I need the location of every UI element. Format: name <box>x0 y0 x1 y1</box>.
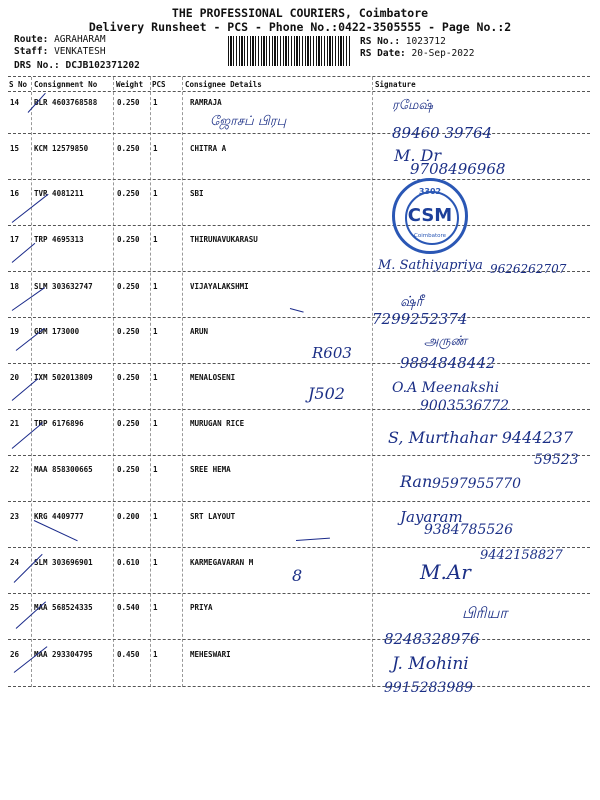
table-row <box>0 327 600 367</box>
route-value: AGRAHARAM <box>54 34 106 45</box>
row-sno: 14 <box>10 98 20 107</box>
row-pcs: 1 <box>153 189 158 198</box>
route-label: Route: <box>14 34 49 45</box>
row-consignee: THIRUNAVUKARASU <box>190 235 258 244</box>
row-consignee: MEHESWARI <box>190 650 231 659</box>
row-weight: 0.250 <box>117 373 140 382</box>
rs-date-value: 20-Sep-2022 <box>411 48 475 59</box>
row-pcs: 1 <box>153 282 158 291</box>
row-sno: 26 <box>10 650 20 659</box>
handwritten-note: R603 <box>312 344 352 362</box>
row-sno: 24 <box>10 558 20 567</box>
row-pcs: 1 <box>153 419 158 428</box>
staff-line <box>14 46 106 58</box>
row-consignee: CHITRA A <box>190 144 227 153</box>
row-pcs: 1 <box>153 327 158 336</box>
col-header-sno: S No <box>9 80 28 89</box>
row-weight: 0.250 <box>117 327 140 336</box>
row-separator <box>8 225 590 226</box>
row-separator <box>8 593 590 594</box>
table-row <box>0 282 600 322</box>
table-row <box>0 373 600 413</box>
handwritten-phone: 9597955770 <box>432 476 522 492</box>
col-header-consignment: Consignment No <box>34 80 98 89</box>
handwritten-name: ஜோசப் பிரபு <box>210 114 287 129</box>
row-weight: 0.250 <box>117 282 140 291</box>
row-sno: 18 <box>10 282 20 291</box>
header-bottom-border <box>8 91 590 92</box>
pen-mark: 8 <box>292 566 303 585</box>
row-weight: 0.610 <box>117 558 140 567</box>
handwritten-phone: 9626262707 <box>490 262 567 276</box>
row-sno: 16 <box>10 189 20 198</box>
row-weight: 0.450 <box>117 650 140 659</box>
handwritten-signature: பிரியா <box>462 604 508 622</box>
row-consignee: PRIYA <box>190 603 213 612</box>
row-consignee: MENALOSENI <box>190 373 236 382</box>
handwritten-phone: 7299252374 <box>372 310 468 328</box>
row-pcs: 1 <box>153 558 158 567</box>
row-weight: 0.250 <box>117 235 140 244</box>
row-pcs: 1 <box>153 512 158 521</box>
row-consignee: SRT LAYOUT <box>190 512 236 521</box>
row-pcs: 1 <box>153 235 158 244</box>
rs-date-line <box>360 48 474 60</box>
row-pcs: 1 <box>153 603 158 612</box>
col-header-pcs: PCS <box>152 80 166 89</box>
row-consignee: SBI <box>190 189 204 198</box>
handwritten-signature: J. Mohini <box>392 654 469 674</box>
row-sno: 15 <box>10 144 20 153</box>
row-consignment: TRP 4695313 <box>34 235 84 244</box>
handwritten-signature: Ran <box>400 472 433 491</box>
row-consignment: SLM 303696901 <box>34 558 93 567</box>
staff-label: Staff: <box>14 46 49 57</box>
row-consignment: MAA 858300665 <box>34 465 93 474</box>
row-weight: 0.250 <box>117 144 140 153</box>
row-consignee: MURUGAN RICE <box>190 419 245 428</box>
table-header <box>0 77 600 91</box>
handwritten-signature: ரமேஷ் <box>392 98 433 113</box>
handwritten-signature: அருண் <box>424 334 468 349</box>
handwritten-signature: M.Ar <box>420 560 471 584</box>
row-pcs: 1 <box>153 373 158 382</box>
handwritten-signature: M. Sathiyapriya <box>378 258 483 273</box>
row-weight: 0.250 <box>117 98 140 107</box>
table-row <box>0 603 600 643</box>
row-weight: 0.540 <box>117 603 140 612</box>
row-consignment: TVR 4081211 <box>34 189 84 198</box>
row-separator <box>8 639 590 640</box>
handwritten-signature: ஷ்ரீ <box>400 294 423 310</box>
rs-no-line <box>360 36 446 48</box>
handwritten-phone: 9003536772 <box>420 398 510 414</box>
handwritten-phone: 9708496968 <box>410 160 506 178</box>
row-sno: 20 <box>10 373 20 382</box>
drs-label: DRS No.: <box>14 60 60 71</box>
col-header-consignee: Consignee Details <box>185 80 262 89</box>
row-separator <box>8 501 590 502</box>
col-header-signature: Signature <box>375 80 416 89</box>
row-consignment: KRG 4409777 <box>34 512 84 521</box>
stamp-brand: CSM <box>407 205 453 226</box>
handwritten-signature: O.A Meenakshi <box>392 380 500 396</box>
row-sno: 23 <box>10 512 20 521</box>
table-bottom-border <box>8 686 590 687</box>
row-separator <box>8 133 590 134</box>
row-consignee: RAMRAJA <box>190 98 222 107</box>
route-line <box>14 34 106 46</box>
table-row <box>0 650 600 690</box>
row-consignment: KCM 12579850 <box>34 144 89 153</box>
rs-date-label: RS Date: <box>360 48 406 59</box>
handwritten-phone: 8248328976 <box>384 630 480 648</box>
handwritten-phone: 9384785526 <box>424 522 514 538</box>
col-header-weight: Weight <box>116 80 144 89</box>
stamp-number: 3302 <box>418 187 442 196</box>
handwritten-phone: 9884848442 <box>400 354 496 372</box>
rs-no-label: RS No.: <box>360 36 401 47</box>
row-pcs: 1 <box>153 465 158 474</box>
row-sno: 17 <box>10 235 20 244</box>
table-row <box>0 189 600 229</box>
rs-no-value: 1023712 <box>405 36 446 47</box>
row-sno: 22 <box>10 465 20 474</box>
row-weight: 0.250 <box>117 189 140 198</box>
row-consignee: VIJAYALAKSHMI <box>190 282 249 291</box>
handwritten-signature: S, Murthahar 9444237 <box>388 428 574 447</box>
row-consignee: KARMEGAVARAN M <box>190 558 254 567</box>
document-title: THE PROFESSIONAL COURIERS, Coimbatore <box>171 6 429 20</box>
row-consignee: SREE HEMA <box>190 465 231 474</box>
handwritten-signature: M. Dr <box>394 146 442 165</box>
handwritten-phone: 9442158827 <box>480 548 563 563</box>
row-separator <box>8 317 590 318</box>
handwritten-phone: 89460 39764 <box>392 124 493 142</box>
row-consignment: MAA 568524335 <box>34 603 93 612</box>
table-row <box>0 98 600 138</box>
stamp-caption: Coimbatore <box>414 233 446 239</box>
row-separator <box>8 179 590 180</box>
barcode <box>228 36 350 66</box>
document-subtitle: Delivery Runsheet - PCS - Phone No.:0422-3505555 - Page No.:2 <box>88 20 512 34</box>
row-consignment: BLR 4603768588 <box>34 98 98 107</box>
row-weight: 0.200 <box>117 512 140 521</box>
row-consignment: MAA 293304795 <box>34 650 93 659</box>
row-sno: 19 <box>10 327 20 336</box>
row-consignment: IXM 502013809 <box>34 373 93 382</box>
row-weight: 0.250 <box>117 465 140 474</box>
row-weight: 0.250 <box>117 419 140 428</box>
row-consignment: SLM 303632747 <box>34 282 93 291</box>
row-consignee: ARUN <box>190 327 209 336</box>
row-separator <box>8 363 590 364</box>
handwritten-signature: Jayaram <box>400 508 463 526</box>
row-sno: 25 <box>10 603 20 612</box>
row-sno: 21 <box>10 419 20 428</box>
table-row <box>0 144 600 184</box>
row-pcs: 1 <box>153 650 158 659</box>
row-separator <box>8 455 590 456</box>
row-consignment: GDM 173000 <box>34 327 80 336</box>
drs-value: DCJB102371202 <box>65 60 140 71</box>
row-pcs: 1 <box>153 98 158 107</box>
drs-line <box>14 60 140 72</box>
handwritten-note: J502 <box>308 384 345 403</box>
row-pcs: 1 <box>153 144 158 153</box>
company-stamp <box>392 178 468 254</box>
row-consignment: TRP 6176896 <box>34 419 84 428</box>
handwritten-number: 59523 <box>534 452 579 468</box>
staff-value: VENKATESH <box>54 46 106 57</box>
handwritten-phone: 9915283989 <box>384 680 474 696</box>
